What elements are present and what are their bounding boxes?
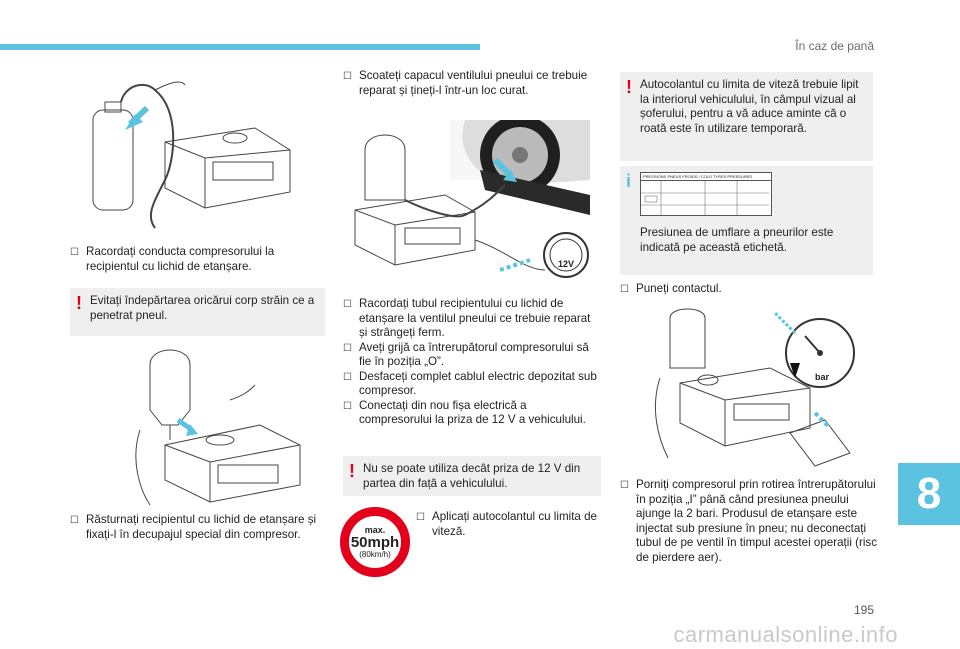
pressure-gauge-illustration (650, 308, 865, 468)
checkbox-icon: ☐ (343, 400, 352, 412)
checkbox-icon: ☐ (70, 515, 79, 526)
warning-icon: ! (349, 461, 355, 481)
section-title: În caz de pană (795, 39, 874, 53)
tyre-pressure-label: PRESSIONS PNEUS FROIDS / COLD TYRES PRESSURES (640, 172, 772, 216)
watermark: carmanualsonline.info (673, 622, 898, 647)
checkbox-icon: ☐ (343, 299, 352, 310)
page-number: 195 (853, 603, 874, 617)
tyre-label-grid (641, 181, 769, 215)
checkbox-icon: ☐ (416, 512, 425, 523)
header-accent-bar (0, 44, 480, 50)
col3-warning-text: Autocolantul cu limita de viteză trebuie lipit la interiorul vehiculului, în câmpul vizual al șoferului, pentru a vă aduce aminte că o roată este în utilizare temporară. (640, 78, 859, 135)
speed-limit-sign: max. 50mph (80km/h) (340, 507, 410, 577)
checkbox-icon: ☐ (70, 247, 79, 258)
col1-warning-text: Evitați îndepărtarea oricărui corp străin ce a penetrat pneul. (90, 294, 315, 322)
col2-warning-text: Nu se poate utiliza decât priza de 12 V din partea din față a vehiculului. (363, 462, 581, 490)
col2-steps: ☐ Racordați tubul recipientului cu lichid de etanșare la ventilul pneului ce trebuie reparat și strângeți ferm. ☐ Aveți grijă ca întrerupătorul compresorului să fie în poziția „O”. ☐ Desfaceți complet cablul electric depozitat sub compresor. ☐ Conectați din nou fișa electrică a compresorului la priza de 12 V a vehiculului. (343, 297, 597, 426)
container-flipped-illustration (130, 340, 310, 505)
checkbox-icon: ☐ (343, 342, 352, 354)
info-icon: i (626, 171, 632, 191)
col1-step1: ☐ Racordați conducta compresorului la recipientul cu lichid de etanșare. (70, 245, 275, 273)
checkbox-icon: ☐ (620, 284, 629, 295)
col3-step1: ☐ Puneți contactul. (620, 282, 873, 298)
checkbox-icon: ☐ (620, 480, 629, 491)
socket-label: 12V (558, 259, 575, 269)
warning-icon: ! (76, 293, 82, 313)
col3-warning-box (620, 72, 873, 161)
col2-step6: ☐ Aplicați autocolantul cu limita de viteză. (416, 510, 597, 538)
checkbox-icon: ☐ (343, 71, 352, 82)
chapter-tab: 8 (898, 463, 960, 525)
col2-warning-box (343, 456, 601, 496)
col3-info-box (620, 166, 873, 275)
checkbox-icon: ☐ (343, 371, 352, 383)
warning-icon: ! (626, 77, 632, 97)
col3-info-text: Presiunea de umflare a pneurilor este indicată pe această etichetă. (640, 226, 834, 254)
col3-step2: ☐ Porniți compresorul prin rotirea întrerupătorului în poziția „I” până când presiunea pneului ajunge la 2 bari. Produsul de etanșare este injectat sub presiune în pneu; nu deconectați tubul de pe ventil în timpul acestei operații (risc de pierdere aer). (620, 478, 878, 564)
gauge-unit-label: bar (815, 372, 830, 382)
compressor-hose-illustration (85, 80, 305, 230)
col1-warning-box (70, 288, 325, 336)
col2-step1: ☐ Scoateți capacul ventilului pneului ce trebuie reparat și țineți-l într-un loc curat. (343, 69, 588, 97)
col1-step2: ☐ Răsturnați recipientul cu lichid de etanșare și fixați-l în decupajul special din compresor. (70, 513, 317, 541)
